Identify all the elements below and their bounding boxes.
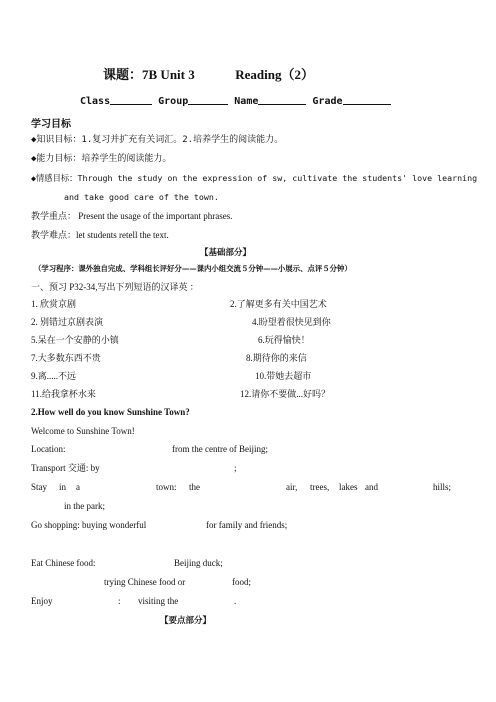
- stay-word: trees,: [310, 482, 330, 492]
- stay-word: lakes: [339, 482, 358, 492]
- stay-word: and: [365, 482, 378, 492]
- grade-blank[interactable]: [343, 94, 391, 105]
- class-label: Class: [80, 96, 111, 107]
- stay-word: Stay: [31, 482, 48, 492]
- title-prefix: 课题：: [103, 67, 143, 82]
- phrase-item: 4.盼望着很快见到你: [252, 317, 331, 327]
- phrase-item: 5.呆在一个安静的小镇: [31, 335, 119, 345]
- key-section-heading: 【要点部分】: [160, 616, 212, 626]
- objective-emotion-line2: and take good care of the town.: [64, 192, 219, 202]
- title-unit: 7B Unit 3: [142, 67, 195, 82]
- eat-text: Beijing duck;: [174, 558, 223, 568]
- teaching-key-point: 教学重点： Present the usage of the important phrases.: [31, 211, 233, 221]
- name-label: Name: [234, 96, 259, 107]
- task1-instruction: 一、预习 P32-34,写出下列短语的汉译英 ：: [31, 282, 199, 292]
- stay-word: hills;: [433, 482, 452, 492]
- phrase-item: 7.大多数东西不贵: [31, 353, 101, 363]
- stay-word: the: [189, 482, 200, 492]
- objective-knowledge: ◆知识目标：1.复习并扩充有关词汇。2.培养学生的阅读能力。: [31, 135, 284, 145]
- phrase-item: 8.期待你的来信: [246, 353, 307, 363]
- shopping-label: Go shopping: buying wonderful: [31, 520, 147, 530]
- teaching-difficulty: 教学难点：let students retell the text.: [31, 230, 169, 240]
- phrase-item: 2. 别错过京剧表演: [31, 317, 104, 327]
- stay-word: air,: [286, 482, 298, 492]
- eat-label: Eat Chinese food:: [31, 558, 96, 568]
- task2-heading: 2.How well do you know Sunshine Town?: [31, 407, 190, 417]
- title-topic: Reading（2）: [235, 67, 314, 82]
- phrase-item: 9.离.....不远: [31, 371, 77, 381]
- phrase-item: 1. 欣赏京剧: [31, 299, 77, 309]
- stay-word: in: [59, 482, 67, 492]
- welcome-line: Welcome to Sunshine Town!: [31, 426, 135, 436]
- stay-word: a: [76, 482, 80, 492]
- enjoy-text: visiting the: [138, 596, 179, 606]
- objectives-heading: 学习目标: [31, 119, 71, 130]
- class-blank[interactable]: [110, 94, 152, 105]
- enjoy-label: Enjoy: [31, 596, 53, 606]
- phrase-item: 12.请你不要做...好吗？: [240, 389, 331, 399]
- enjoy-colon: :: [118, 596, 121, 606]
- eat-line2-b: food;: [232, 577, 251, 587]
- phrase-item: 11.给我拿杯水来: [31, 389, 96, 399]
- enjoy-end: .: [234, 596, 237, 606]
- transport-label: Transport 交通: by: [31, 463, 100, 473]
- group-label: Group: [158, 96, 189, 107]
- basic-section-heading: 【基础部分】: [200, 248, 252, 258]
- learning-procedure: （学习程序：课外独自完成、学科组长评好分——课内小组交流５分钟——小展示、点评５分钟）: [34, 264, 352, 273]
- class-info-line: [80, 94, 391, 107]
- objective-emotion-line1: ◆情感目标：Through the study on the expression of sw, cultivate the students' love learning: [31, 173, 478, 183]
- shopping-text: for family and friends;: [206, 520, 288, 530]
- stay-line2: in the park;: [64, 501, 105, 511]
- phrase-item: 10.带她去超市: [255, 371, 312, 381]
- name-blank[interactable]: [258, 94, 306, 105]
- stay-word: town:: [156, 482, 177, 492]
- group-blank[interactable]: [188, 94, 228, 105]
- grade-label: Grade: [312, 96, 343, 107]
- location-label: Location:: [31, 444, 66, 454]
- page-title: [103, 64, 314, 83]
- eat-line2-a: trying Chinese food or: [104, 577, 186, 587]
- phrase-item: 2.了解更多有关中国艺术: [230, 299, 327, 309]
- location-text: from the centre of Beijing;: [172, 444, 268, 454]
- objective-ability: ◆能力目标：培养学生的阅读能力。: [31, 154, 172, 164]
- phrase-item: 6.玩得愉快！: [258, 335, 310, 345]
- transport-end: ;: [234, 463, 237, 473]
